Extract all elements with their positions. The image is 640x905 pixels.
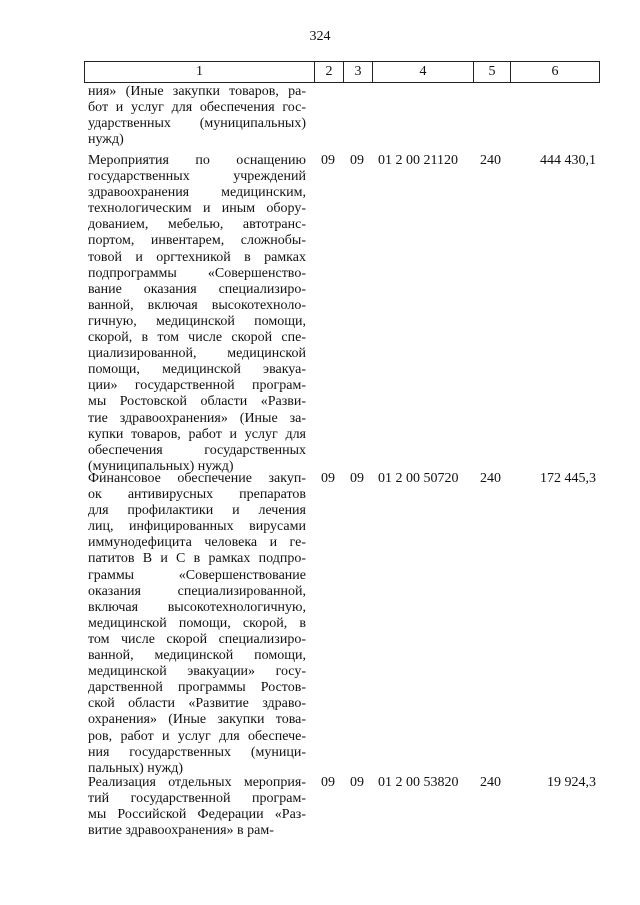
header-col-4: 4	[373, 62, 474, 83]
description-line: том числе скорой специализиро-	[88, 631, 306, 647]
row-amount: 444 430,1	[540, 153, 596, 168]
row-code-section: 09	[321, 775, 335, 790]
description-line: патитов В и С в рамках подпро-	[88, 551, 306, 567]
row-amount: 172 445,3	[540, 471, 596, 486]
description-line: дарственной программы Ростов-	[88, 680, 306, 696]
row-description	[88, 84, 306, 148]
description-line: государственных учреждений	[88, 169, 306, 185]
row-target-article: 01 2 00 50720	[378, 471, 459, 486]
header-col-5: 5	[474, 62, 511, 83]
description-line: ударственных (муниципальных)	[88, 116, 306, 132]
row-expense-type: 240	[480, 471, 501, 486]
description-line: скорой, в том числе скорой спе-	[88, 330, 306, 346]
row-code-subsection: 09	[350, 775, 364, 790]
description-line: (муниципальных) нужд)	[88, 458, 234, 474]
description-line: Финансовое обеспечение закуп-	[88, 471, 306, 486]
description-line: лиц, инфицированных вирусами	[88, 519, 306, 535]
description-line: включая высокотехнологичную,	[88, 599, 306, 615]
row-code-section: 09	[321, 153, 335, 168]
description-line: ской области «Развитие здраво-	[88, 696, 306, 712]
row-expense-type: 240	[480, 153, 501, 168]
description-line: ванной, медицинской помощи,	[88, 648, 306, 664]
description-line: портом, инвентарем, сложнобы-	[88, 233, 306, 249]
description-line: подпрограммы «Совершенство-	[88, 265, 306, 281]
description-line: для профилактики и лечения	[88, 503, 306, 519]
description-line: обеспечения государственных	[88, 442, 306, 458]
description-line: ции» государственной програм-	[88, 378, 306, 394]
description-line: дованием, мебелью, автотранс-	[88, 217, 306, 233]
description-line: здравоохранения медицинским,	[88, 185, 306, 201]
description-line: купки товаров, работ и услуг для	[88, 426, 306, 442]
description-line: тий государственной програм-	[88, 791, 306, 807]
description-line: гичную, медицинской помощи,	[88, 313, 306, 329]
row-amount: 19 924,3	[547, 775, 596, 790]
description-line: иммунодефицита человека и ге-	[88, 535, 306, 551]
description-line: нужд)	[88, 132, 124, 148]
description-line: циализированной, медицинской	[88, 346, 306, 362]
header-col-3: 3	[344, 62, 373, 83]
description-line: витие здравоохранения» в рам-	[88, 823, 274, 839]
description-line: ров, работ и услуг для обеспече-	[88, 728, 306, 744]
row-target-article: 01 2 00 53820	[378, 775, 459, 790]
row-target-article: 01 2 00 21120	[378, 153, 458, 168]
description-line: помощи, медицинской эвакуа-	[88, 362, 306, 378]
row-description	[88, 471, 306, 777]
row-code-section: 09	[321, 471, 335, 486]
description-line: вание оказания специализиро-	[88, 281, 306, 297]
page-number: 324	[309, 29, 331, 44]
header-col-2: 2	[315, 62, 344, 83]
description-line: Реализация отдельных мероприя-	[88, 775, 306, 790]
description-line: ок антивирусных препаратов	[88, 487, 306, 503]
description-line: ния» (Иные закупки товаров, ра-	[88, 84, 306, 99]
description-line: медицинской помощи, скорой, в	[88, 615, 306, 631]
description-line: оказания специализированной,	[88, 583, 306, 599]
description-line: мы Российской Федерации «Раз-	[88, 807, 306, 823]
header-col-6: 6	[511, 62, 600, 83]
description-line: граммы «Совершенствование	[88, 567, 306, 583]
row-description	[88, 153, 306, 475]
row-code-subsection: 09	[350, 471, 364, 486]
header-col-1: 1	[85, 62, 315, 83]
description-line: пальных) нужд)	[88, 760, 184, 776]
description-line: бот и услуг для обеспечения гос-	[88, 100, 306, 116]
description-line: технологическим и иным обору-	[88, 201, 306, 217]
description-line: Мероприятия по оснащению	[88, 153, 306, 168]
table-header	[84, 61, 600, 83]
description-line: медицинской эвакуации» госу-	[88, 664, 306, 680]
description-line: охранения» (Иные закупки това-	[88, 712, 306, 728]
description-line: ния государственных (муници-	[88, 744, 306, 760]
row-description	[88, 775, 306, 839]
description-line: тие здравоохранения» (Иные за-	[88, 410, 306, 426]
row-code-subsection: 09	[350, 153, 364, 168]
row-expense-type: 240	[480, 775, 501, 790]
description-line: товой и оргтехникой в рамках	[88, 249, 306, 265]
description-line: ванной, включая высокотехноло-	[88, 297, 306, 313]
description-line: мы Ростовской области «Разви-	[88, 394, 306, 410]
